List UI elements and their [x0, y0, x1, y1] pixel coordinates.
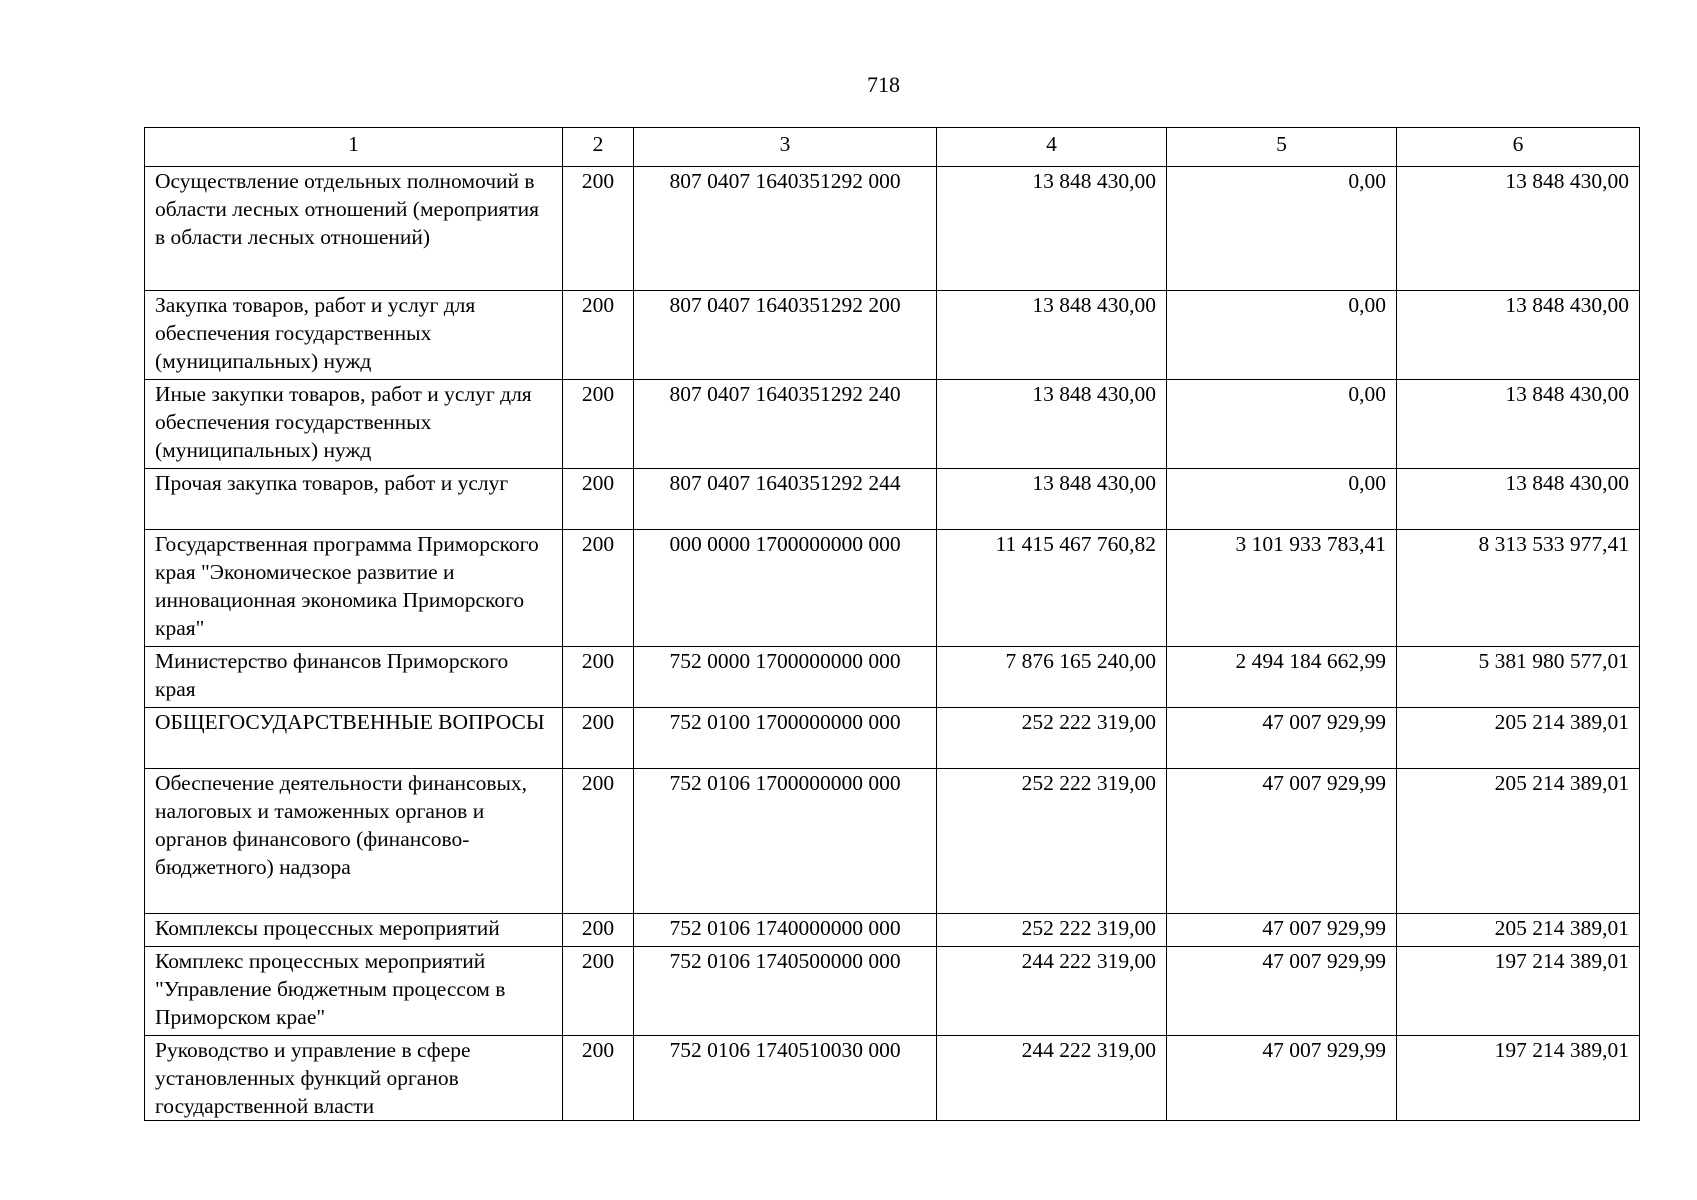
row-classification-code: 752 0100 1700000000 000: [634, 708, 937, 769]
row-unexecuted: 5 381 980 577,01: [1397, 647, 1640, 708]
row-executed: 47 007 929,99: [1167, 947, 1397, 1036]
table-row: [145, 291, 1640, 380]
row-approved: 13 848 430,00: [937, 167, 1167, 291]
row-unexecuted: 197 214 389,01: [1397, 947, 1640, 1036]
row-name: Комплексы процессных мероприятий: [145, 914, 563, 947]
row-approved: 11 415 467 760,82: [937, 530, 1167, 647]
row-approved: 13 848 430,00: [937, 380, 1167, 469]
table-row: [145, 530, 1640, 647]
row-approved: 252 222 319,00: [937, 914, 1167, 947]
row-unexecuted: 13 848 430,00: [1397, 380, 1640, 469]
row-approved: 244 222 319,00: [937, 1036, 1167, 1121]
table-row: [145, 914, 1640, 947]
row-classification-code: 807 0407 1640351292 000: [634, 167, 937, 291]
row-line-code: 200: [563, 769, 634, 914]
row-approved: 13 848 430,00: [937, 469, 1167, 530]
row-name: Обеспечение деятельности финансовых, налоговых и таможенных органов и органов финансового (финансово-бюджетного) надзора: [145, 769, 563, 914]
row-executed: 0,00: [1167, 380, 1397, 469]
row-line-code: 200: [563, 469, 634, 530]
row-unexecuted: 205 214 389,01: [1397, 708, 1640, 769]
row-classification-code: 752 0000 1700000000 000: [634, 647, 937, 708]
row-unexecuted: 13 848 430,00: [1397, 469, 1640, 530]
row-name: Министерство финансов Приморского края: [145, 647, 563, 708]
row-approved: 7 876 165 240,00: [937, 647, 1167, 708]
row-line-code: 200: [563, 914, 634, 947]
row-approved: 13 848 430,00: [937, 291, 1167, 380]
row-approved: 252 222 319,00: [937, 708, 1167, 769]
table-row: [145, 947, 1640, 1036]
row-line-code: 200: [563, 380, 634, 469]
row-classification-code: 807 0407 1640351292 200: [634, 291, 937, 380]
row-approved: 244 222 319,00: [937, 947, 1167, 1036]
column-header-4: 4: [937, 128, 1167, 167]
row-classification-code: 000 0000 1700000000 000: [634, 530, 937, 647]
row-name: ОБЩЕГОСУДАРСТВЕННЫЕ ВОПРОСЫ: [145, 708, 563, 769]
table-row: [145, 708, 1640, 769]
row-name: Иные закупки товаров, работ и услуг для обеспечения государственных (муниципальных) нужд: [145, 380, 563, 469]
table-row: [145, 647, 1640, 708]
column-header-2: 2: [563, 128, 634, 167]
row-executed: 47 007 929,99: [1167, 1036, 1397, 1121]
row-classification-code: 752 0106 1740500000 000: [634, 947, 937, 1036]
row-classification-code: 752 0106 1740000000 000: [634, 914, 937, 947]
row-unexecuted: 13 848 430,00: [1397, 167, 1640, 291]
row-executed: 0,00: [1167, 469, 1397, 530]
row-line-code: 200: [563, 530, 634, 647]
row-executed: 47 007 929,99: [1167, 914, 1397, 947]
row-line-code: 200: [563, 647, 634, 708]
row-executed: 0,00: [1167, 167, 1397, 291]
row-approved: 252 222 319,00: [937, 769, 1167, 914]
column-header-5: 5: [1167, 128, 1397, 167]
row-unexecuted: 197 214 389,01: [1397, 1036, 1640, 1121]
row-executed: 0,00: [1167, 291, 1397, 380]
row-name: Комплекс процессных мероприятий "Управление бюджетным процессом в Приморском крае": [145, 947, 563, 1036]
row-name: Закупка товаров, работ и услуг для обеспечения государственных (муниципальных) нужд: [145, 291, 563, 380]
column-header-1: 1: [145, 128, 563, 167]
table-row: [145, 469, 1640, 530]
row-line-code: 200: [563, 708, 634, 769]
row-line-code: 200: [563, 1036, 634, 1121]
row-name: Государственная программа Приморского края "Экономическое развитие и инновационная экономика Приморского края": [145, 530, 563, 647]
page-number: 718: [867, 72, 900, 97]
header-row: [145, 128, 1640, 167]
table-body: [145, 167, 1640, 1121]
row-classification-code: 752 0106 1740510030 000: [634, 1036, 937, 1121]
row-executed: 3 101 933 783,41: [1167, 530, 1397, 647]
column-header-3: 3: [634, 128, 937, 167]
row-executed: 47 007 929,99: [1167, 708, 1397, 769]
row-executed: 2 494 184 662,99: [1167, 647, 1397, 708]
row-unexecuted: 205 214 389,01: [1397, 914, 1640, 947]
row-line-code: 200: [563, 291, 634, 380]
row-line-code: 200: [563, 947, 634, 1036]
row-executed: 47 007 929,99: [1167, 769, 1397, 914]
row-classification-code: 807 0407 1640351292 240: [634, 380, 937, 469]
column-header-6: 6: [1397, 128, 1640, 167]
row-classification-code: 807 0407 1640351292 244: [634, 469, 937, 530]
row-name: Осуществление отдельных полномочий в области лесных отношений (мероприятия в области лесных отношений): [145, 167, 563, 291]
row-unexecuted: 205 214 389,01: [1397, 769, 1640, 914]
table-header: [145, 128, 1640, 167]
table-row: [145, 380, 1640, 469]
row-unexecuted: 13 848 430,00: [1397, 291, 1640, 380]
row-classification-code: 752 0106 1700000000 000: [634, 769, 937, 914]
row-line-code: 200: [563, 167, 634, 291]
table-row: [145, 769, 1640, 914]
table-row: [145, 167, 1640, 291]
budget-table: [144, 127, 1640, 1121]
table-row: [145, 1036, 1640, 1121]
row-unexecuted: 8 313 533 977,41: [1397, 530, 1640, 647]
row-name: Руководство и управление в сфере установленных функций органов государственной власти: [145, 1036, 563, 1121]
row-name: Прочая закупка товаров, работ и услуг: [145, 469, 563, 530]
